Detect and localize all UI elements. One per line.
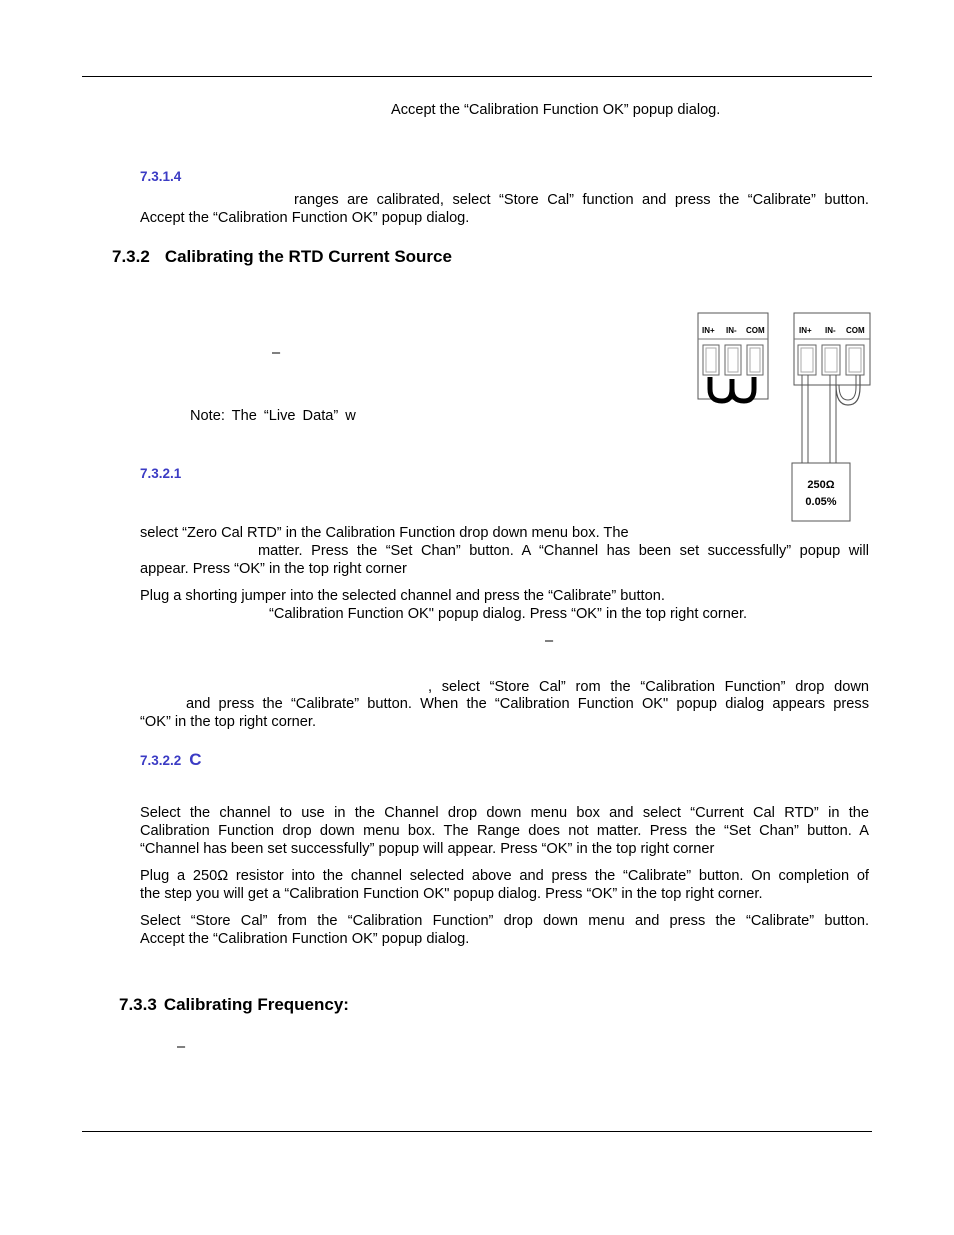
resistor-icon bbox=[792, 463, 850, 521]
paragraph-line: “OK” in the top right corner. bbox=[140, 714, 317, 730]
dash-fragment: – bbox=[545, 633, 554, 649]
paragraph-line: “Channel has been set successfully” popup will appear. Press “OK” in the top right corner bbox=[140, 841, 715, 857]
paragraph-line: Accept the “Calibration Function OK” popup dialog. bbox=[140, 931, 470, 947]
shorted-connector bbox=[698, 313, 768, 401]
paragraph-line: and press the “Calibrate” button. When the “Calibration Function OK" popup dialog appears press bbox=[186, 696, 869, 712]
section-number: 7.3.2.2 bbox=[140, 753, 182, 768]
dash-fragment: – bbox=[272, 345, 281, 361]
section-title-fragment: C bbox=[189, 750, 202, 769]
paragraph-line: Accept the “Calibration Function OK” popup dialog. bbox=[140, 210, 470, 226]
paragraph-line: Plug a 250Ω resistor into the channel selected above and press the “Calibrate” button. On completion of bbox=[140, 868, 869, 884]
section-title: Calibrating the RTD Current Source bbox=[164, 247, 452, 266]
footer-rule bbox=[82, 1131, 872, 1132]
section-title: Calibrating Frequency: bbox=[163, 995, 349, 1014]
accept-dialog-line: Accept the “Calibration Function OK” popup dialog. bbox=[391, 102, 721, 118]
terminal-label: IN- bbox=[825, 326, 836, 335]
paragraph-line: matter. Press the “Set Chan” button. A “Channel has been set successfully” popup will bbox=[258, 543, 869, 559]
resistor-connector bbox=[792, 313, 870, 521]
section-number: 7.3.3 bbox=[119, 995, 157, 1014]
section-7-3-2-1-number: 7.3.2.1 bbox=[140, 466, 182, 481]
section-7-3-2-2-heading bbox=[140, 750, 202, 770]
resistor-tolerance: 0.05% bbox=[805, 496, 837, 508]
section-7-3-1-4-paragraph bbox=[140, 191, 869, 227]
paragraph-line: Select the channel to use in the Channel drop down menu box and select “Current Cal RTD” in the bbox=[140, 805, 869, 821]
terminal-label: IN- bbox=[726, 326, 737, 335]
paragraph-line: the step you will get a “Calibration Function OK" popup dialog. Press “OK” in the top right corner. bbox=[140, 886, 763, 902]
paragraph-line: appear. Press “OK” in the top right corner bbox=[140, 561, 407, 577]
section-7-3-3-heading bbox=[119, 995, 349, 1015]
paragraph-line: ranges are calibrated, select “Store Cal” function and press the “Calibrate” button. bbox=[294, 192, 869, 208]
terminal-label: COM bbox=[846, 326, 865, 335]
paragraph-line: select “Zero Cal RTD” in the Calibration Function drop down menu box. The bbox=[140, 525, 629, 541]
terminal-label: IN+ bbox=[799, 326, 812, 335]
paragraph-line: , select “Store Cal” rom the “Calibration Function” drop down bbox=[428, 679, 869, 695]
paragraph-line: Calibration Function drop down menu box. The Range does not matter. Press the “Set Chan” button. A bbox=[140, 823, 869, 839]
section-number: 7.3.2 bbox=[112, 247, 150, 266]
rtd-wiring-figure bbox=[690, 305, 880, 530]
header-rule bbox=[82, 76, 872, 77]
terminal-label: IN+ bbox=[702, 326, 715, 335]
paragraph-line: Select “Store Cal” from the “Calibration Function” drop down menu and press the “Calibrate” button. bbox=[140, 913, 869, 929]
dash-fragment: – bbox=[177, 1039, 186, 1055]
section-7-3-1-4-number: 7.3.1.4 bbox=[140, 169, 182, 184]
section-7-3-2-heading bbox=[112, 247, 452, 267]
terminal-label: COM bbox=[746, 326, 765, 335]
paragraph-line: Plug a shorting jumper into the selected channel and press the “Calibrate” button. bbox=[140, 588, 665, 604]
section-7-3-2-2-paragraph-3 bbox=[140, 912, 869, 948]
resistor-value: 250Ω bbox=[807, 479, 835, 491]
section-7-3-2-2-paragraph-2 bbox=[140, 867, 869, 903]
paragraph-line: “Calibration Function OK" popup dialog. Press “OK” in the top right corner. bbox=[269, 606, 748, 622]
section-7-3-2-2-paragraph-1 bbox=[140, 804, 869, 858]
live-data-note: Note: The “Live Data” w bbox=[190, 408, 356, 424]
